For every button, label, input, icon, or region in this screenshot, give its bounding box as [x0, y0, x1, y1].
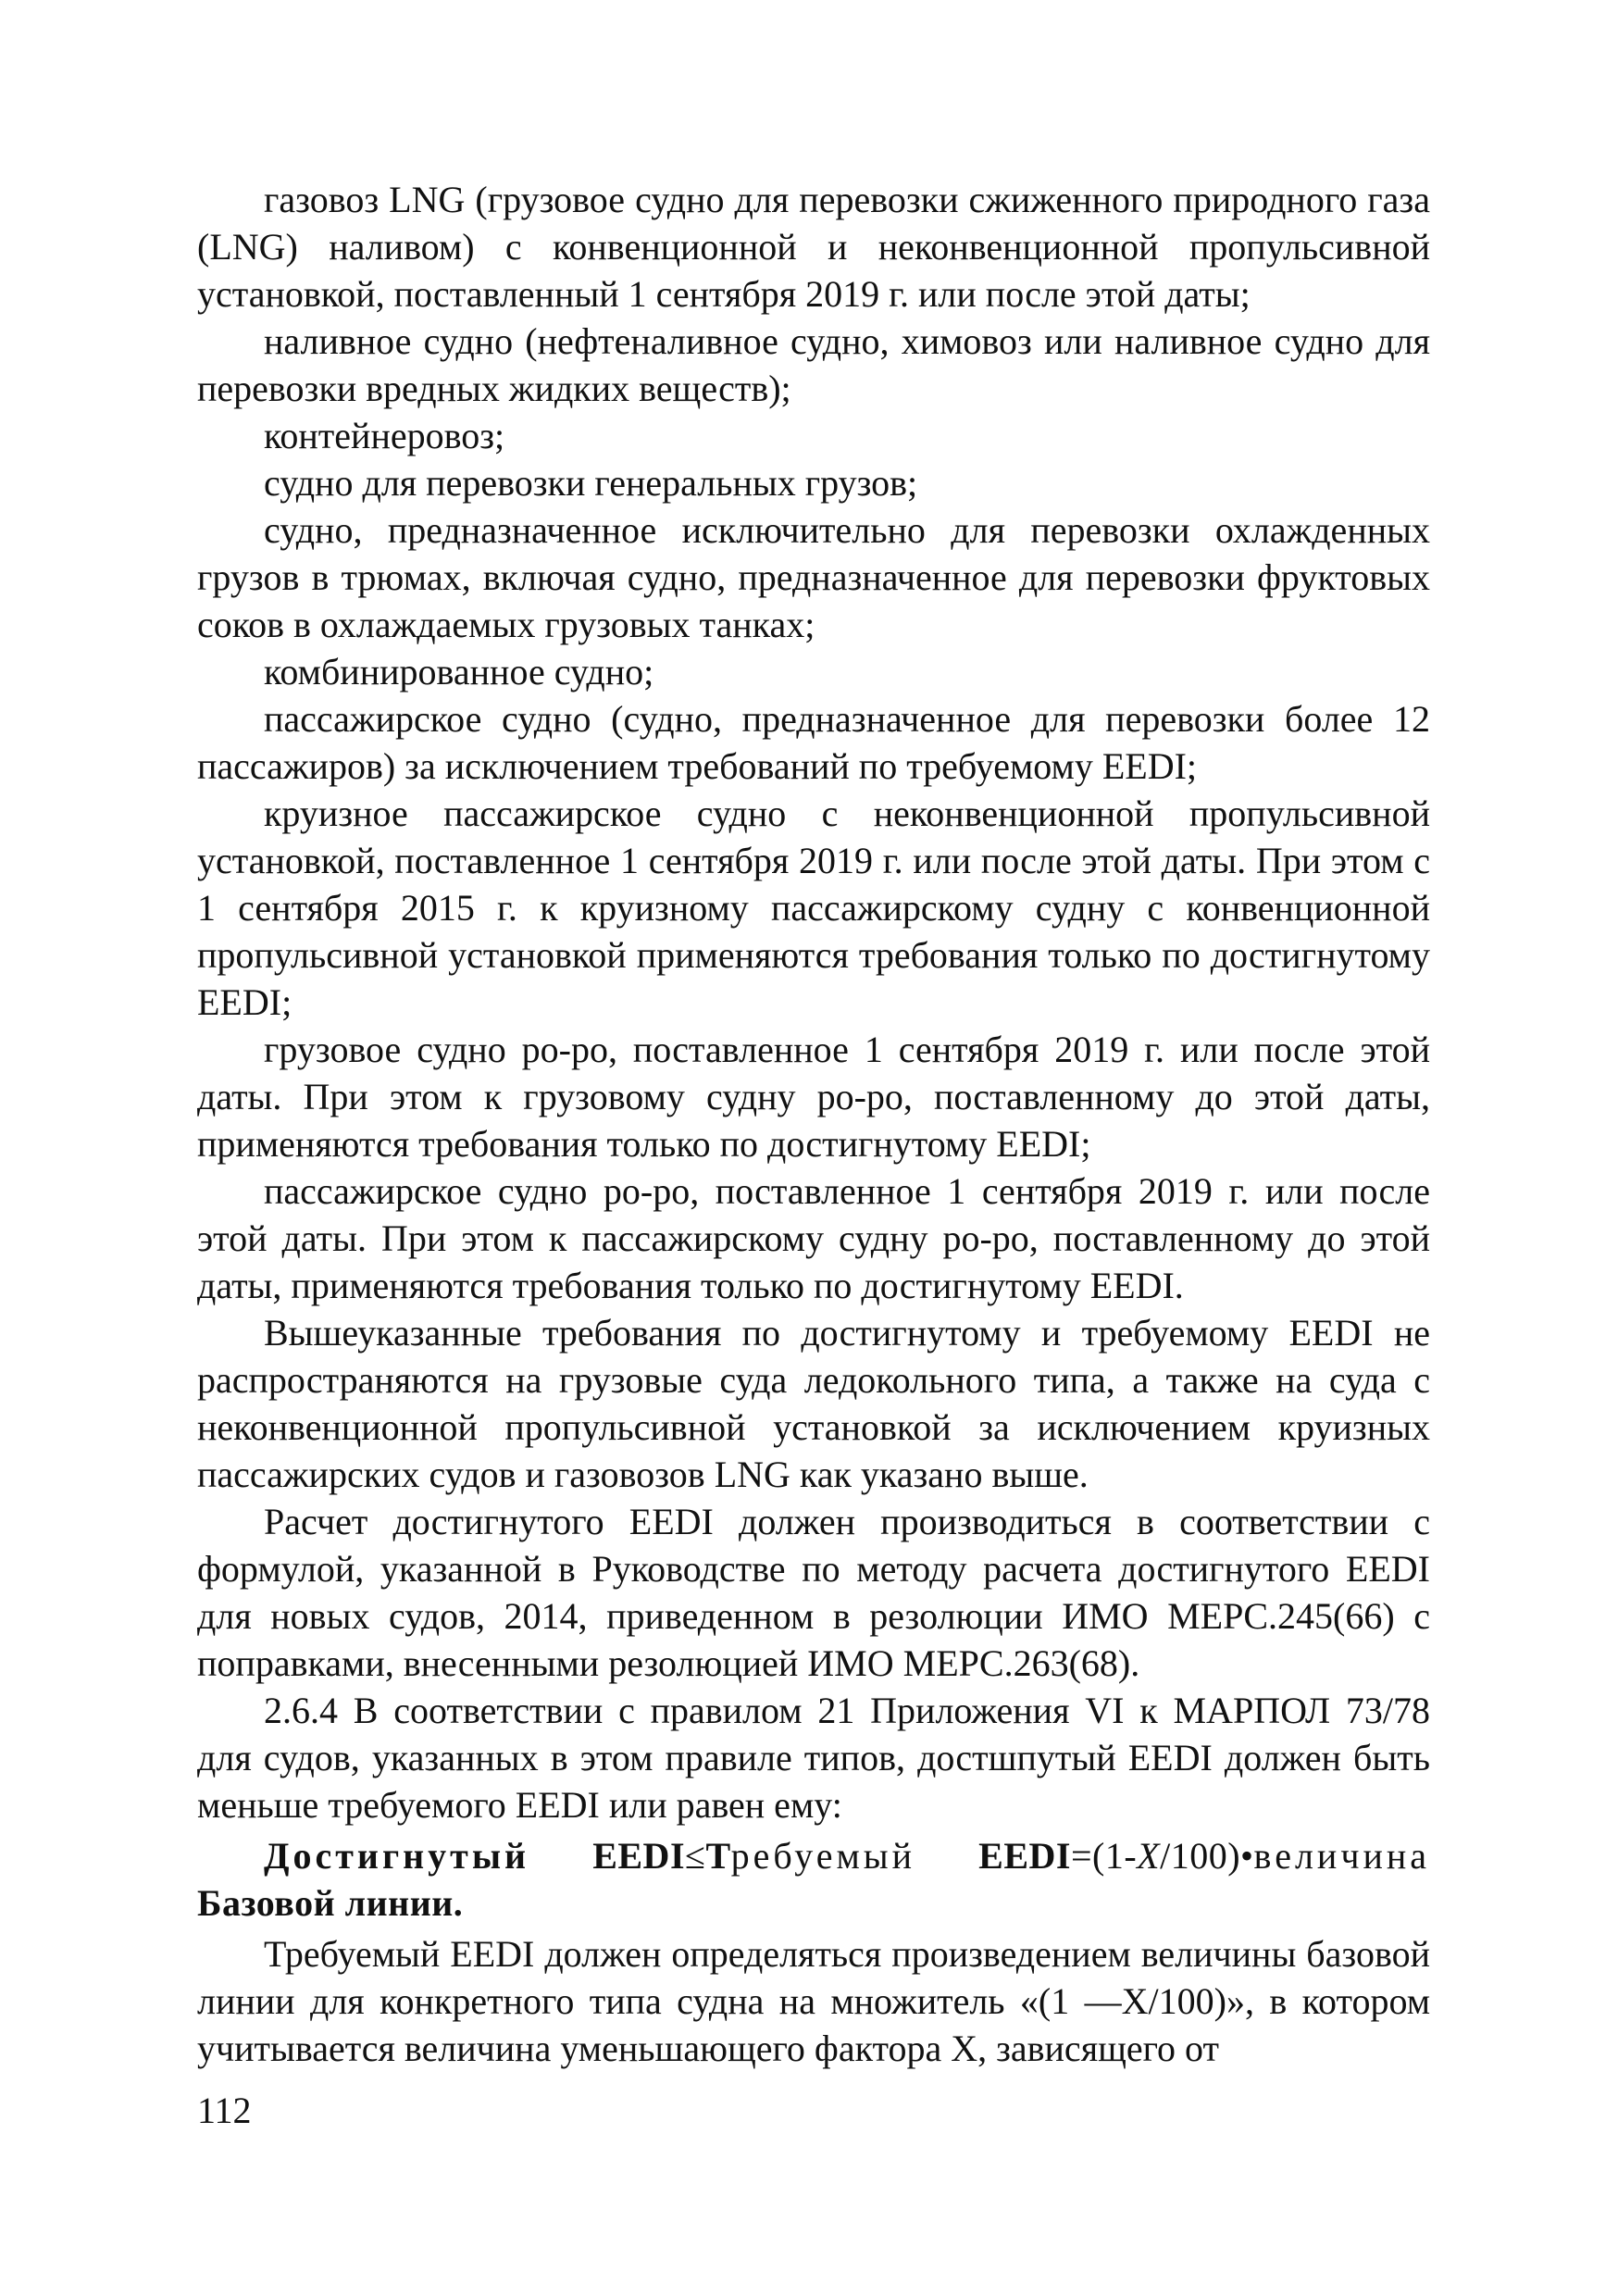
paragraph-refrigerated-cargo: судно, предназначенное исключительно для перевозки охлажденных грузов в трюмах, включая судно, предназначенное для перевозки фруктовых соков в охлаждаемых грузовых танках;: [197, 509, 1430, 645]
paragraph-container-ship: контейнеровоз;: [264, 415, 505, 456]
formula-close: /100)•: [1160, 1835, 1254, 1877]
paragraph-tanker: наливное судно (нефтеналивное судно, химовоз или наливное судно для перевозки вредных жидких веществ);: [197, 320, 1430, 409]
eedi-formula: [197, 1832, 1430, 1927]
paragraph-ro-ro-cargo: грузовое судно ро-ро, поставленное 1 сентября 2019 г. или после этой даты. При этом к грузовому судну ро-ро, поставленному до этой даты, применяются требования только по достигнутому EEDI;: [197, 1029, 1430, 1165]
paragraph-cruise-passenger-ship: круизное пассажирское судно с неконвенционной пропульсивной установкой, поставленное 1 сентября 2019 г. или после этой даты. При этом с 1 сентября 2015 г. к круизному пассажирскому судну с конвенционной пропульсивной установкой применяются требования только по достигнутому EEDI;: [197, 792, 1430, 1023]
formula-required-initial: Т: [705, 1835, 731, 1877]
paragraph-ro-ro-passenger: пассажирское судно ро-ро, поставленное 1 сентября 2019 г. или после этой даты. При этом к пассажирскому судну ро-ро, поставленному до этой даты, применяются требования только по достигнутому EEDI.: [197, 1170, 1430, 1306]
formula-baseline: Базовой линии.: [197, 1882, 464, 1924]
paragraph-combination-carrier: комбинированное судно;: [264, 651, 654, 693]
paragraph-exemptions: Вышеуказанные требования по достигнутому и требуемому EEDI не распространяются на грузовые суда ледокольного типа, а также на суда с неконвенционной пропульсивной установкой за исключением круизных пассажирских судов и газовозов LNG как указано выше.: [197, 1312, 1430, 1495]
formula-attained: Достигнутый: [264, 1835, 530, 1877]
paragraph-section-2-6-4: 2.6.4 В соответствии с правилом 21 Приложения VI к МАРПОЛ 73/78 для судов, указанных в этом правиле типов, достшпутый EEDI должен быть меньше требуемого EEDI или равен ему:: [197, 1690, 1430, 1826]
paragraph-attained-eedi-calculation: Расчет достигнутого EEDI должен производиться в соответствии с формулой, указанной в Руководстве по методу расчета достигнутого EEDI для новых судов, 2014, приведенном в резолюции ИМО MEPC.245(66) с поправками, внесенными резолюцией ИМО MEPC.263(68).: [197, 1501, 1430, 1684]
formula-eedi-2: EEDI: [915, 1835, 1071, 1877]
formula-eedi-1: EEDI: [529, 1835, 686, 1877]
paragraph-required-eedi: Требуемый EEDI должен определяться произведением величины базовой линии для конкретного типа судна на множитель «(1 —X/100)», в котором учитывается величина уменьшающего фактора X, зависящего от: [197, 1933, 1430, 2069]
formula-open: =(1-: [1070, 1835, 1138, 1877]
paragraph-general-cargo: судно для перевозки генеральных грузов;: [264, 462, 918, 504]
paragraph-passenger-ship: пассажирское судно (судно, предназначенное для перевозки более 12 пассажиров) за исключением требований по требуемому EEDI;: [197, 698, 1430, 787]
formula-magnitude: величина: [1253, 1835, 1431, 1877]
paragraph-lng-carrier: газовоз LNG (грузовое судно для перевозки сжиженного природного газа (LNG) наливом) с конвенционной и неконвенционной пропульсивной установкой, поставленный 1 сентября 2019 г. или после этой даты;: [197, 179, 1430, 315]
formula-required: ребуемый: [730, 1835, 916, 1877]
formula-relation: ≤: [685, 1835, 706, 1877]
page-body: [197, 176, 1430, 2072]
page-number: 112: [197, 2090, 252, 2131]
formula-variable-x: X: [1137, 1835, 1161, 1877]
